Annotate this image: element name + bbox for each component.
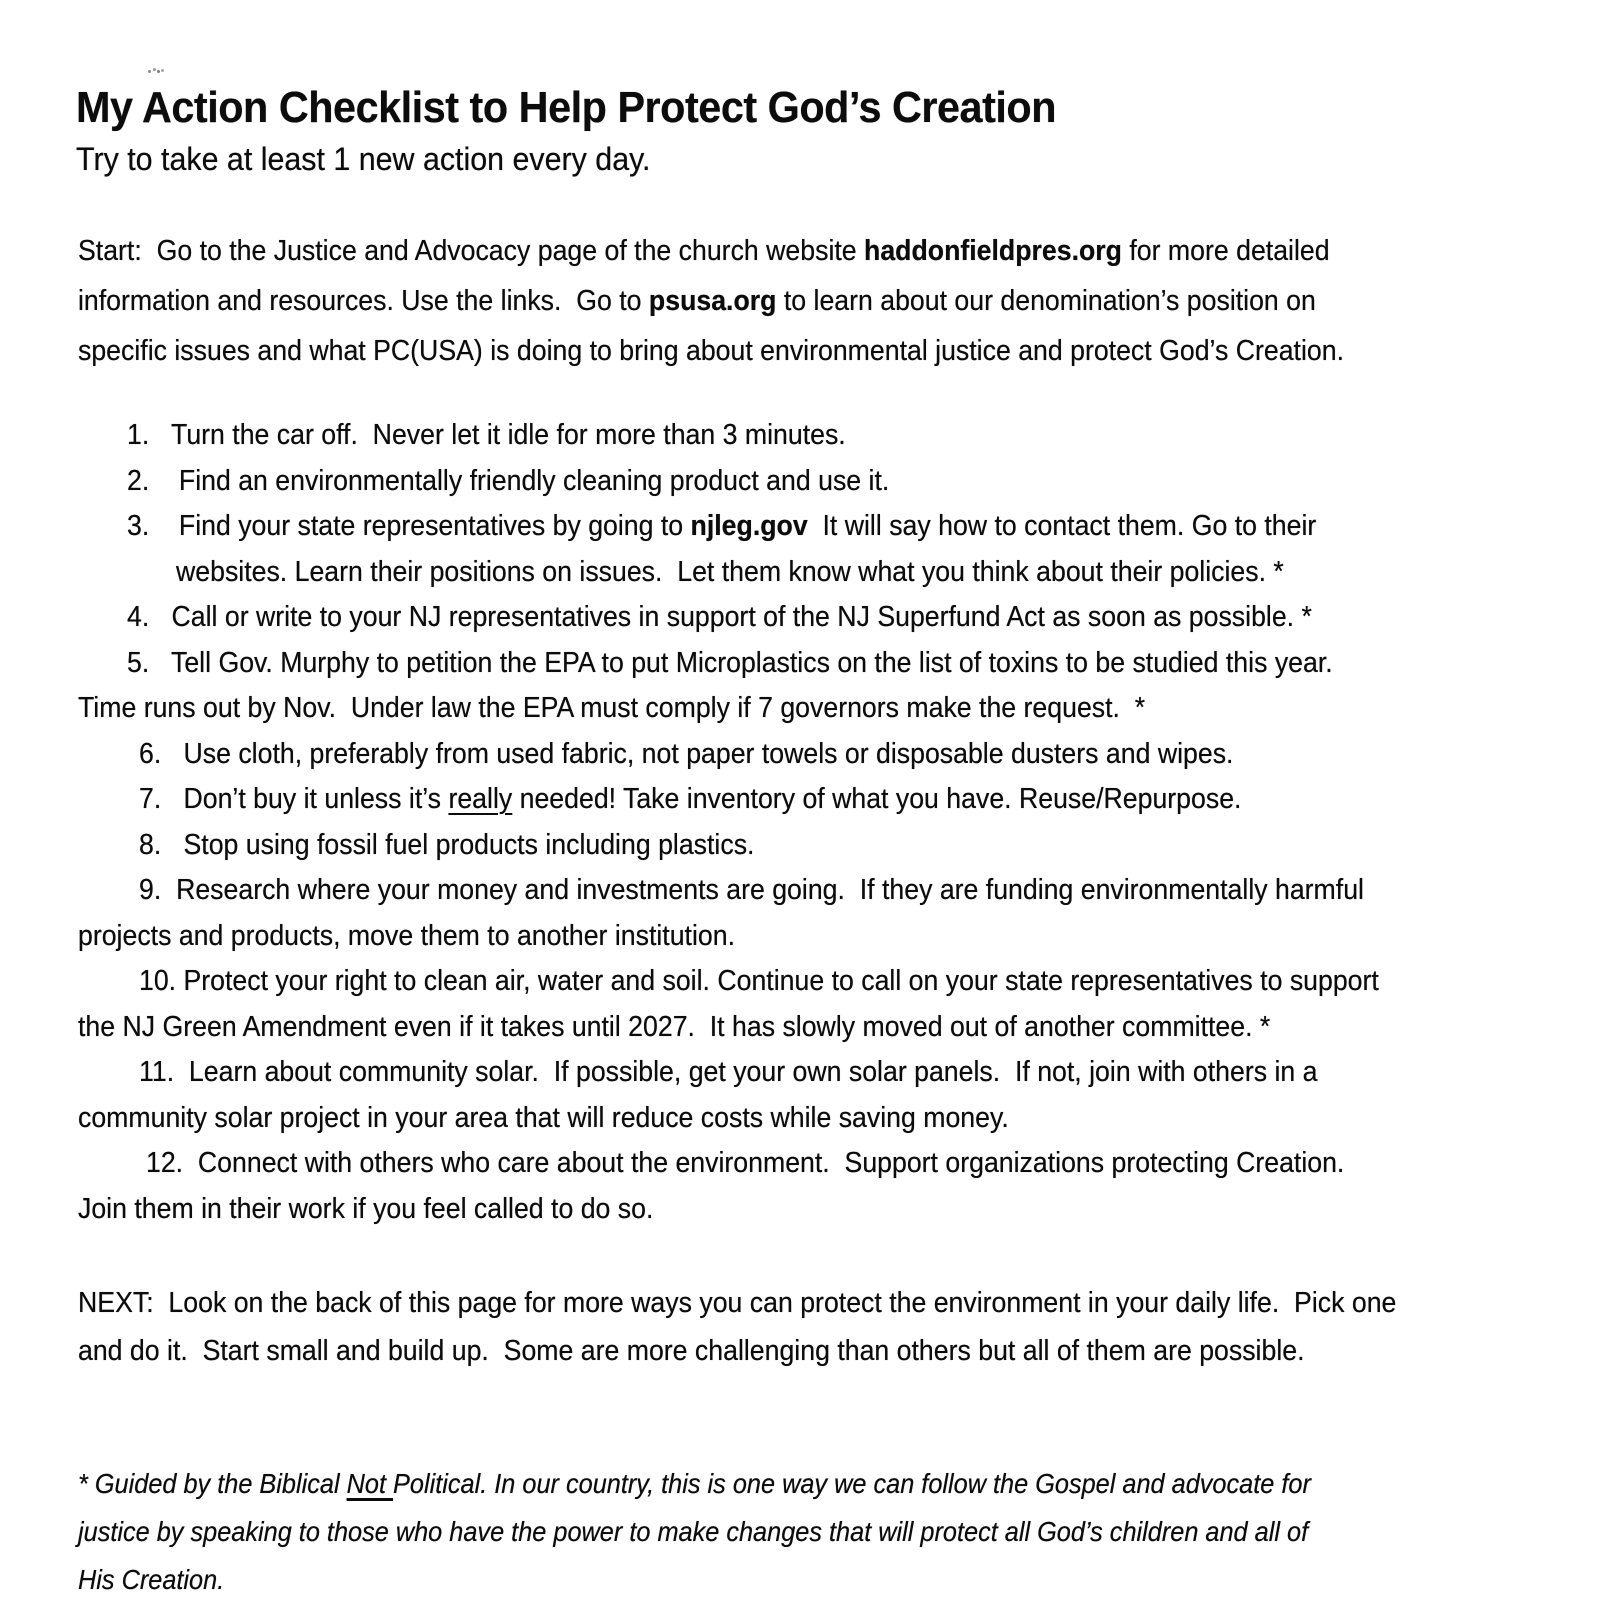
footnote-line: * Guided by the Biblical Not Political. In our country, this is one way we can follow the Gospel and advocate for — [78, 1468, 1311, 1499]
next-paragraph — [0, 1279, 1598, 1375]
checklist-line: 10. Protect your right to clean air, water and soil. Continue to call on your state representatives to support — [139, 965, 1379, 997]
checklist-line: 7. Don’t buy it unless it’s really needed! Take inventory of what you have. Reuse/Repurpose. — [139, 783, 1242, 815]
checklist-line: 11. Learn about community solar. If possible, get your own solar panels. If not, join with others in a — [139, 1056, 1318, 1088]
intro-line: specific issues and what PC(USA) is doing to bring about environmental justice and protect God’s Creation. — [78, 335, 1344, 367]
checklist-line: 5. Tell Gov. Murphy to petition the EPA to put Microplastics on the list of toxins to be studied this year. — [127, 646, 1333, 679]
checklist-line: Time runs out by Nov. Under law the EPA must comply if 7 governors make the request. * — [78, 692, 1146, 724]
checklist-line: Join them in their work if you feel called to do so. — [78, 1192, 654, 1225]
footnote-paragraph — [0, 1460, 1598, 1604]
document-title: My Action Checklist to Help Protect God’s Creation — [76, 83, 1057, 132]
footnote-line: justice by speaking to those who have the power to make changes that will protect all God’s children and all of — [78, 1516, 1309, 1547]
intro-line: Start: Go to the Justice and Advocacy page of the church website haddonfieldpres.org for more detailed — [78, 235, 1330, 267]
checklist-line: 8. Stop using fossil fuel products including plastics. — [139, 828, 755, 861]
checklist-line: 2. Find an environmentally friendly cleaning product and use it. — [127, 464, 890, 497]
intro-line: information and resources. Use the links. Go to psusa.org to learn about our denomination’s position on — [78, 285, 1316, 317]
next-line: and do it. Start small and build up. Some are more challenging than others but all of them are possible. — [78, 1335, 1305, 1367]
checklist-line: 9. Research where your money and investments are going. If they are funding environmentally harmful — [139, 874, 1364, 906]
document-subtitle: Try to take at least 1 new action every day. — [76, 141, 651, 177]
checklist-line: 3. Find your state representatives by going to njleg.gov It will say how to contact them. Go to their — [127, 510, 1317, 542]
intro-paragraph — [0, 226, 1598, 376]
checklist-line: projects and products, move them to another institution. — [78, 919, 735, 952]
checklist-line: 6. Use cloth, preferably from used fabric, not paper towels or disposable dusters and wipes. — [139, 737, 1234, 770]
checklist-line: community solar project in your area that will reduce costs while saving money. — [78, 1101, 1009, 1134]
footnote-line: His Creation. — [78, 1564, 225, 1595]
checklist-line: 4. Call or write to your NJ representatives in support of the NJ Superfund Act as soon as possible. * — [127, 601, 1312, 633]
checklist-line: 12. Connect with others who care about the environment. Support organizations protecting Creation. — [146, 1147, 1345, 1179]
action-checklist — [0, 413, 1598, 1232]
checklist-line: 1. Turn the car off. Never let it idle for more than 3 minutes. — [127, 419, 846, 451]
checklist-line: the NJ Green Amendment even if it takes until 2027. It has slowly moved out of another committee. * — [78, 1010, 1271, 1043]
checklist-line: websites. Learn their positions on issues. Let them know what you think about their policies. * — [176, 555, 1284, 588]
scan-speck-artifact — [148, 70, 151, 73]
next-line: NEXT: Look on the back of this page for more ways you can protect the environment in your daily life. Pick one — [78, 1287, 1397, 1319]
